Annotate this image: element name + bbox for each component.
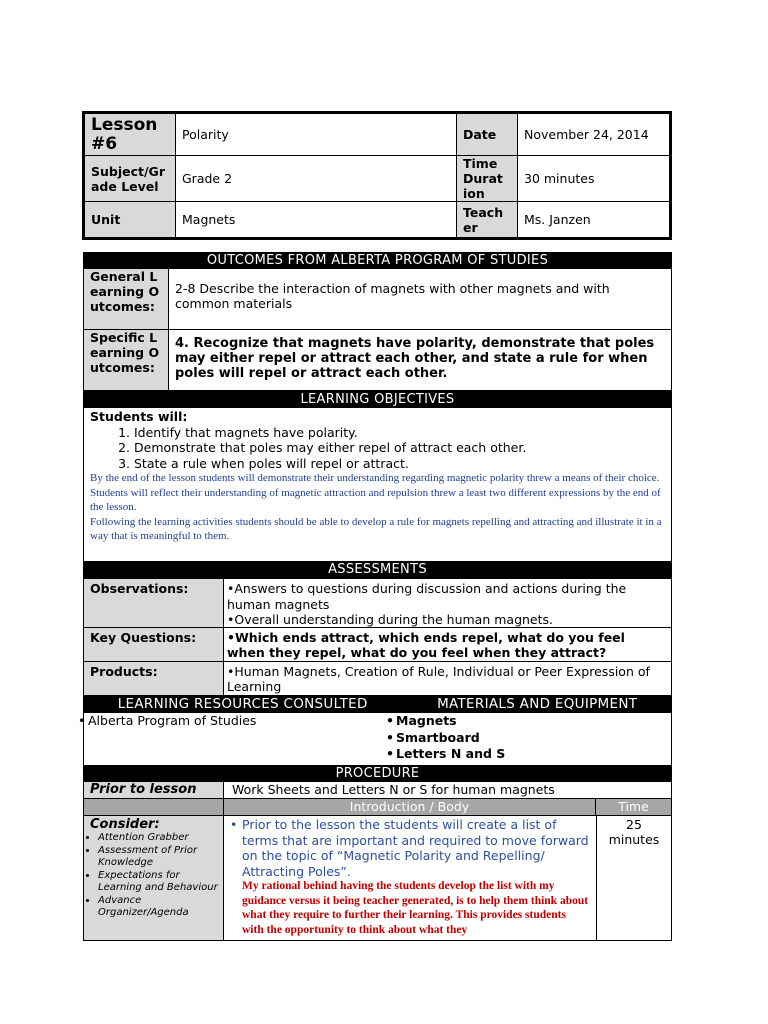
specific-outcome-row (83, 330, 672, 391)
observations-text: •Answers to questions during discussion and actions during the human magnets •Overall understanding during the human magnets. (223, 579, 671, 627)
consider-item: • Attention Grabber (98, 832, 219, 845)
time-value: 30 minutes (518, 156, 671, 202)
time-heading: Time (595, 799, 671, 815)
objectives-intro: Students will: (90, 409, 188, 424)
specific-outcome-text: 4. Recognize that magnets have polarity, demonstrate that poles may either repel or attract each other, and state a rule for when poles will repel or attract each other. (168, 330, 671, 390)
resources-box (83, 713, 672, 765)
materials-list (378, 713, 671, 765)
resources-right-heading: MATERIALS AND EQUIPMENT (437, 696, 638, 712)
intro-row (83, 815, 672, 941)
unit-label: Unit (84, 202, 176, 239)
general-outcome-row (83, 269, 672, 330)
key-questions-row (83, 628, 672, 662)
objective-note: Students will reflect their understanding of magnetic attraction and repulsion threw a least two different expressions by the end of the lesson. (90, 486, 661, 513)
observations-row (83, 578, 672, 628)
consider-cell (84, 816, 223, 940)
objective-note: Following the learning activities students should be able to develop a rule for magnets repelling and attracting and illustrate it in a way that is meaningful to them. (90, 515, 662, 542)
unit-value: Magnets (176, 202, 457, 239)
procedure-table-head (83, 799, 672, 815)
key-questions-label: Key Questions: (84, 628, 223, 661)
specific-outcome-label: Specific Learning Outcomes: (84, 330, 168, 390)
products-row (83, 662, 672, 696)
resources-heading (83, 696, 672, 713)
objectives-list (90, 425, 665, 472)
date-label: Date (457, 113, 518, 156)
products-text: •Human Magnets, Creation of Rule, Individual or Peer Expression of Learning (223, 662, 671, 695)
consider-label: Consider: (90, 817, 160, 832)
objective-item: 2. Demonstrate that poles may either repel of attract each other. (134, 440, 665, 456)
consider-item: • Advance Organizer/Agenda (98, 895, 219, 920)
prior-row (83, 782, 672, 799)
lesson-title: Polarity (176, 113, 457, 156)
lesson-body (83, 252, 672, 941)
lesson-label: Lesson #6 (84, 113, 176, 156)
rationale-text: My rational behind having the students develop the list with my guidance versus it being teacher generated, is to help them think about what they require to further their learning. This provides students with the opportunity to think about what they (242, 880, 589, 936)
consider-item: • Expectations for Learning and Behaviour (98, 870, 219, 895)
teacher-value: Ms. Janzen (518, 202, 671, 239)
material-item: • Magnets (386, 713, 671, 730)
outcomes-heading: OUTCOMES FROM ALBERTA PROGRAM OF STUDIES (83, 252, 672, 269)
prior-label: Prior to lesson (84, 782, 223, 798)
objective-note: By the end of the lesson students will demonstrate their understanding regarding magnetic polarity threw a means of their choice. (90, 472, 660, 484)
observation-item: Answers to questions during discussion and actions during the human magnets (227, 581, 627, 612)
procedure-heading: PROCEDURE (83, 765, 672, 782)
intro-body-cell: • Prior to the lesson the students will create a list of terms that are important and required to move forward on the topic of “Magnetic Polarity and Repelling/ Attracting Poles”. My rational behind having the students develop the list with my guidance versus it being teacher generated, is to help them think about what they require to further their learning. This provides students with the opportunity to think about what they (223, 816, 596, 940)
key-questions-text: •Which ends attract, which ends repel, what do you feel when they repel, what do you feel when they attract? (223, 628, 671, 661)
observation-item: Overall understanding during the human magnets. (234, 612, 553, 627)
products-label: Products: (84, 662, 223, 695)
general-outcome-label: General Learning Outcomes: (84, 269, 168, 329)
assessments-heading: ASSESSMENTS (83, 561, 672, 578)
objectives-box (83, 408, 672, 561)
subject-value: Grade 2 (176, 156, 457, 202)
resources-left-heading: LEARNING RESOURCES CONSULTED (117, 696, 368, 712)
consider-list (88, 832, 219, 920)
time-value: 25 minutes (596, 816, 671, 940)
general-outcome-text: 2-8 Describe the interaction of magnets with other magnets and with common materials (168, 269, 671, 329)
observations-label: Observations: (84, 579, 223, 627)
intro-body-text: Prior to the lesson the students will create a list of terms that are important and required to move forward on the topic of “Magnetic Polarity and Repelling/ Attracting Poles”. (242, 817, 589, 879)
material-item: • Letters N and S (386, 746, 671, 763)
time-label: Time Duration (457, 156, 518, 202)
date-value: November 24, 2014 (518, 113, 671, 156)
objectives-heading: LEARNING OBJECTIVES (83, 391, 672, 408)
objective-item: 3. State a rule when poles will repel or attract. (134, 456, 665, 472)
resource-item: • Alberta Program of Studies (78, 713, 378, 730)
teacher-label: Teacher (457, 202, 518, 239)
subject-label: Subject/Grade Level (84, 156, 176, 202)
consider-item: • Assessment of Prior Knowledge (98, 845, 219, 870)
material-item: • Smartboard (386, 730, 671, 747)
lesson-header-table (82, 111, 672, 240)
prior-text: Work Sheets and Letters N or S for human magnets (223, 782, 671, 798)
resources-list (70, 713, 378, 765)
intro-body-heading: Introduction / Body (223, 799, 595, 815)
objective-item: 1. Identify that magnets have polarity. (134, 425, 665, 441)
